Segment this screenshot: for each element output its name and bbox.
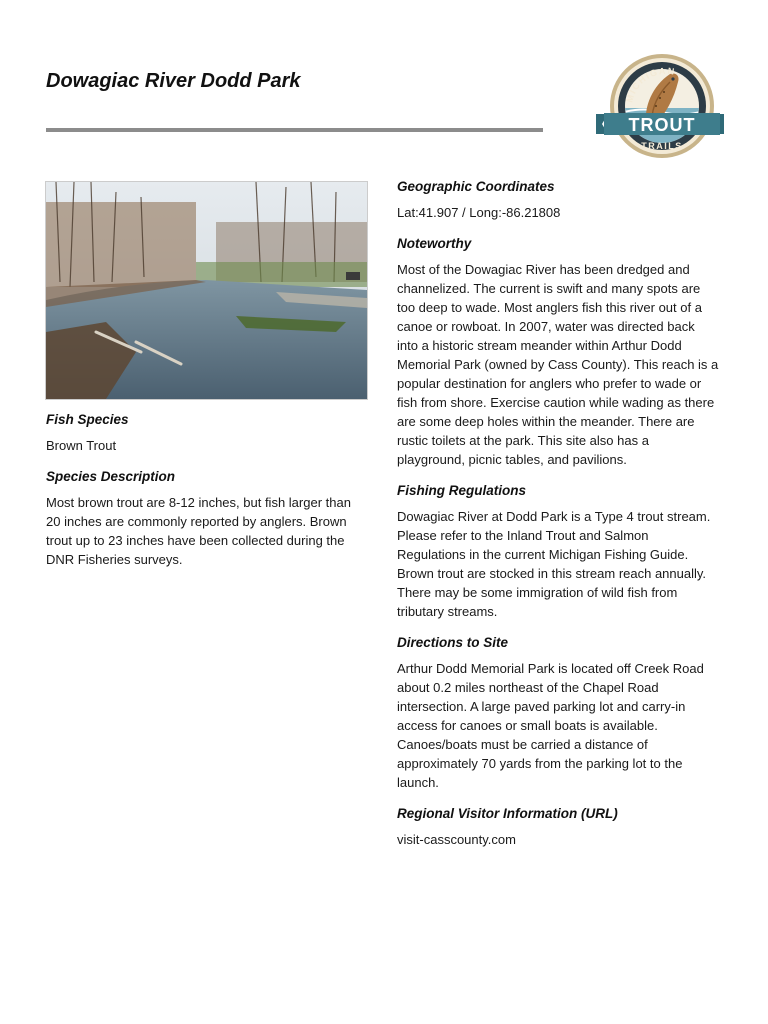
visitor-info-url[interactable]: visit-casscounty.com xyxy=(397,832,516,847)
coordinates-text: Lat:41.907 / Long:-86.21808 xyxy=(397,205,561,220)
title-rule xyxy=(46,128,543,132)
logo-bottom-text: TRAILS xyxy=(641,141,683,151)
regulations-heading: Fishing Regulations xyxy=(397,483,527,498)
left-column xyxy=(46,410,366,581)
right-column xyxy=(397,177,719,861)
species-description-heading: Species Description xyxy=(46,469,176,484)
noteworthy-heading: Noteworthy xyxy=(397,236,472,251)
fish-species-heading: Fish Species xyxy=(46,412,129,427)
fish-species-text: Brown Trout xyxy=(46,438,117,453)
coordinates-heading: Geographic Coordinates xyxy=(397,179,555,194)
river-photo xyxy=(45,181,368,400)
directions-heading: Directions to Site xyxy=(397,635,509,650)
visitor-info-heading: Regional Visitor Information (URL) xyxy=(397,806,618,821)
logo-band-text: TROUT xyxy=(628,115,696,135)
directions-text: Arthur Dodd Memorial Park is located off Creek Road about 0.2 miles northeast of the Chapel Road intersection. A large paved parking lot and carry-in access for canoes or small boats is available. Canoes/boats must be carried a distance of approximately 70 yards from the parking lot to the launch. xyxy=(397,661,704,790)
page-title: Dowagiac River Dodd Park xyxy=(46,70,301,92)
species-description-text: Most brown trout are 8-12 inches, but fish larger than 20 inches are commonly reported by anglers. Brown trout up to 23 inches have been collected during the DNR Fisheries surveys. xyxy=(46,495,351,567)
logo-top-text: MICHIGAN xyxy=(624,65,677,104)
regulations-text: Dowagiac River at Dodd Park is a Type 4 trout stream. Please refer to the Inland Trout and Salmon Regulations in the current Michigan Fishing Guide. Brown trout are stocked in this stream reach annually. There may be some immigration of wild fish from tributary streams. xyxy=(397,509,711,619)
noteworthy-text: Most of the Dowagiac River has been dredged and channelized. The current is swift and many spots are too deep to wade. Most anglers fish this river out of a canoe or rowboat. In 2007, water was directed back into a historic stream meander within Arthur Dodd Memorial Park (owned by Cass County). This reach is a popular destination for anglers who prefer to wade or fish from shore. Exercise caution while wading as there are some deep holes within the meander. There are rustic toilets at the park. This site also has a playground, picnic tables, and pavilions. xyxy=(397,262,719,467)
michigan-trout-trails-logo xyxy=(594,52,726,160)
